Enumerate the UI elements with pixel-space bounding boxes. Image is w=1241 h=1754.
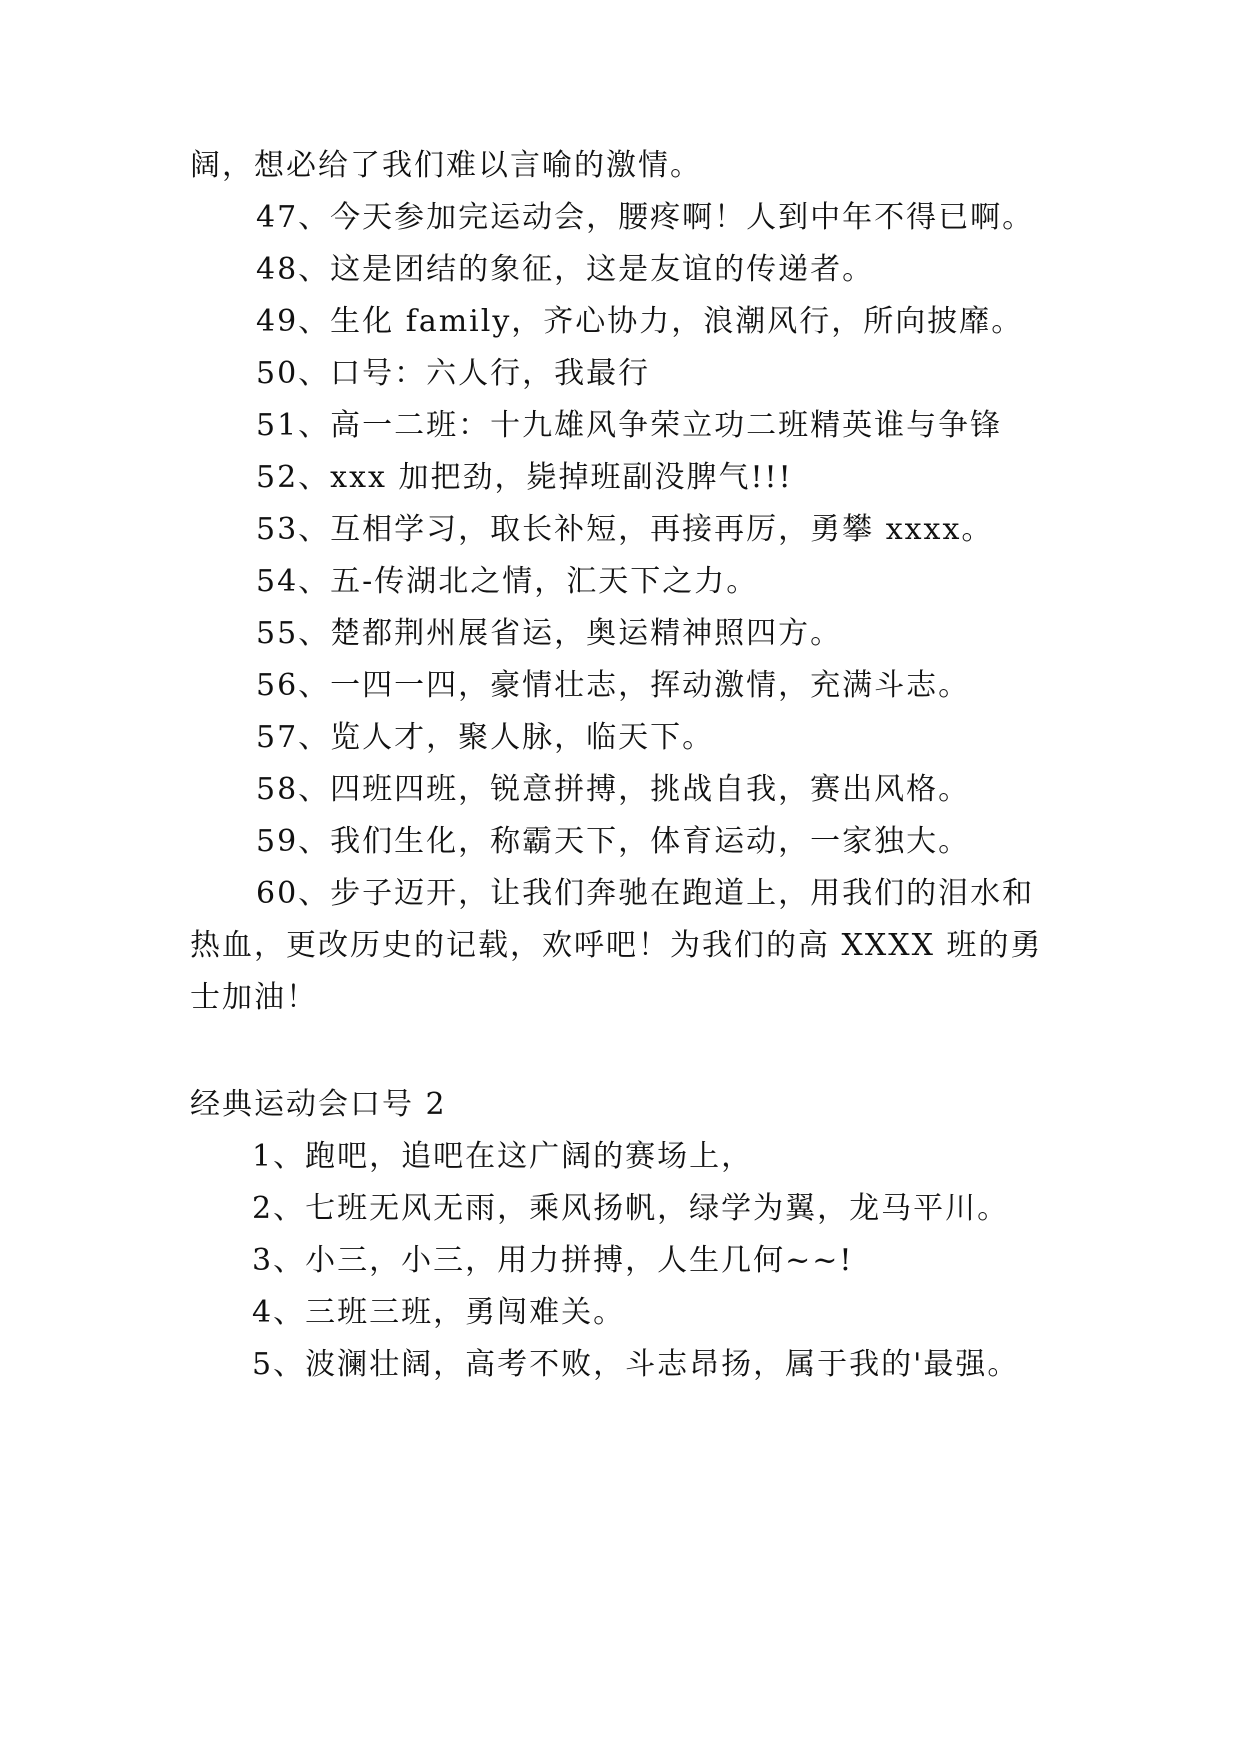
list-item: 50、口号：六人行，我最行 bbox=[256, 356, 651, 391]
list-item: 57、览人才，聚人脉，临天下。 bbox=[256, 720, 715, 755]
list-item: 51、高一二班：十九雄风争荣立功二班精英谁与争锋 bbox=[256, 408, 1003, 443]
list-item: 52、xxx 加把劲，毙掉班副没脾气!!! bbox=[256, 460, 793, 495]
list-item: 49、生化 family，齐心协力，浪潮风行，所向披靡。 bbox=[256, 304, 1024, 339]
list-item-60-line2: 热血，更改历史的记载，欢呼吧！为我们的高 XXXX 班的勇 bbox=[190, 928, 1043, 963]
list-item-60-line3: 士加油！ bbox=[190, 980, 318, 1015]
paragraph-continuation: 阔，想必给了我们难以言喻的激情。 bbox=[190, 148, 702, 183]
list-item-60-line1: 60、步子迈开，让我们奔驰在跑道上，用我们的泪水和 bbox=[256, 876, 1035, 911]
list-item: 55、楚都荆州展省运，奥运精神照四方。 bbox=[256, 616, 843, 651]
list-item: 3、小三，小三，用力拼搏，人生几何~~! bbox=[252, 1243, 854, 1278]
list-item: 47、今天参加完运动会，腰疼啊！人到中年不得已啊。 bbox=[256, 200, 1035, 235]
list-item: 5、波澜壮阔，高考不败，斗志昂扬，属于我的'最强。 bbox=[252, 1347, 1020, 1382]
list-item: 56、一四一四，豪情壮志，挥动激情，充满斗志。 bbox=[256, 668, 971, 703]
list-item: 58、四班四班，锐意拼搏，挑战自我，赛出风格。 bbox=[256, 772, 971, 807]
list-item: 53、互相学习，取长补短，再接再厉，勇攀 xxxx。 bbox=[256, 512, 994, 547]
list-item: 54、五-传湖北之情，汇天下之力。 bbox=[256, 564, 759, 599]
list-item: 4、三班三班，勇闯难关。 bbox=[252, 1295, 626, 1330]
list-item: 2、七班无风无雨，乘风扬帆，绿学为翼，龙马平川。 bbox=[252, 1191, 1010, 1226]
list-item: 59、我们生化，称霸天下，体育运动，一家独大。 bbox=[256, 824, 971, 859]
section-heading: 经典运动会口号 2 bbox=[190, 1087, 447, 1122]
list-item: 48、这是团结的象征，这是友谊的传递者。 bbox=[256, 252, 875, 287]
list-item: 1、跑吧，追吧在这广阔的赛场上， bbox=[252, 1139, 754, 1174]
